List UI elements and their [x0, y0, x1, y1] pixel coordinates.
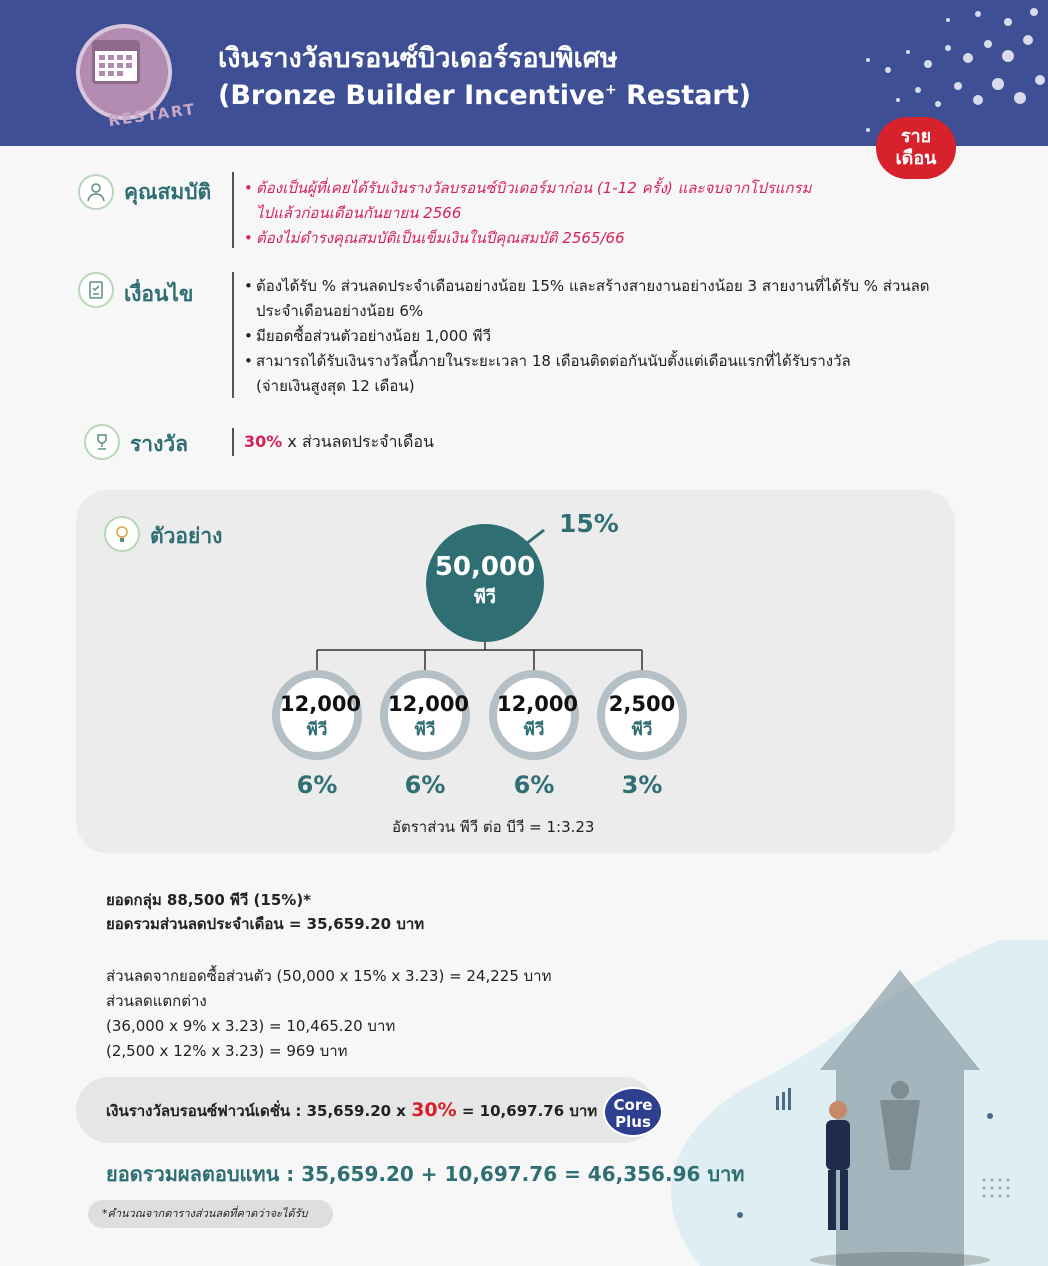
- pv-bv-ratio: อัตราส่วน พีวี ต่อ บีวี = 1:3.23: [392, 818, 595, 836]
- checklist-icon: [78, 272, 114, 308]
- sponsor-percent: 15%: [559, 509, 619, 538]
- coreplus-logo: Core Plus: [603, 1087, 663, 1137]
- difference-line-1: (36,000 x 9% x 3.23) = 10,465.20 บาท: [106, 1017, 396, 1035]
- leg-node: 12,000 พีวี: [380, 670, 470, 760]
- divider: [232, 428, 234, 456]
- leg-percent: 6%: [296, 771, 338, 799]
- list-item-continuation: ประจำเดือนอย่างน้อย 6%: [256, 302, 424, 320]
- page-title: เงินรางวัลบรอนซ์บิวเดอร์รอบพิเศษ: [218, 43, 618, 74]
- page-subtitle: (Bronze Builder Incentive+ Restart): [218, 80, 751, 111]
- reward-formula: 30% x ส่วนลดประจำเดือน: [244, 432, 434, 451]
- leg-node: 12,000 พีวี: [272, 670, 362, 760]
- total-earnings: ยอดรวมผลตอบแทน : 35,659.20 + 10,697.76 = 46,356.96 บาท: [106, 1162, 745, 1186]
- personal-discount: ส่วนลดจากยอดซื้อส่วนตัว (50,000 x 15% x 3.23) = 24,225 บาท: [106, 967, 552, 985]
- calendar-icon: [92, 40, 140, 84]
- divider: [232, 172, 234, 248]
- footnote: *คำนวณจากตารางส่วนลดที่คาดว่าจะได้รับ: [88, 1200, 333, 1228]
- leg-percent: 6%: [404, 771, 446, 799]
- sponsor-node: 50,000 พีวี: [426, 524, 544, 642]
- conditions-label: เงื่อนไข: [124, 282, 194, 306]
- leg-node: 2,500 พีวี: [597, 670, 687, 760]
- difference-line-2: (2,500 x 12% x 3.23) = 969 บาท: [106, 1042, 348, 1060]
- leg-node: 12,000 พีวี: [489, 670, 579, 760]
- trophy-icon: [84, 424, 120, 460]
- restart-logo: [66, 18, 198, 131]
- bonus-formula: เงินรางวัลบรอนซ์ฟาวน์เดชั่น : 35,659.20 x 30% = 10,697.76 บาท: [106, 1099, 598, 1121]
- list-item-continuation: ไปแล้วก่อนเดือนกันยายน 2566: [256, 204, 462, 222]
- lightbulb-icon: [104, 516, 140, 552]
- list-item: • ต้องไม่ดำรงคุณสมบัติเป็นเข็มเงินในปีคุณสมบัติ 2565/66: [244, 226, 811, 251]
- monthly-discount-total: ยอดรวมส่วนลดประจำเดือน = 35,659.20 บาท: [106, 915, 425, 933]
- logo-text: RESTART: [107, 99, 198, 131]
- leg-percent: 6%: [513, 771, 555, 799]
- success-illustration: [640, 940, 1048, 1266]
- conditions-list: [244, 274, 930, 399]
- reward-label: รางวัล: [130, 432, 188, 456]
- leg-percent: 3%: [621, 771, 663, 799]
- qualification-list: [244, 176, 811, 251]
- list-item-continuation: (จ่ายเงินสูงสุด 12 เดือน): [256, 377, 415, 395]
- example-label: ตัวอย่าง: [150, 524, 223, 548]
- list-item: • สามารถได้รับเงินรางวัลนี้ภายในระยะเวลา 18 เดือนติดต่อกันนับตั้งแต่เดือนแรกที่ได้รับรางวัล: [244, 349, 930, 374]
- list-item: • ต้องเป็นผู้ที่เคยได้รับเงินรางวัลบรอนซ์บิวเดอร์มาก่อน (1-12 ครั้ง) และจบจากโปรแกรม: [244, 176, 811, 201]
- list-item: • มียอดซื้อส่วนตัวอย่างน้อย 1,000 พีวี: [244, 324, 930, 349]
- group-total: ยอดกลุ่ม 88,500 พีวี (15%)*: [106, 891, 312, 909]
- monthly-badge: ราย เดือน: [876, 117, 956, 179]
- qualification-label: คุณสมบัติ: [124, 180, 212, 204]
- list-item: • ต้องได้รับ % ส่วนลดประจำเดือนอย่างน้อย 15% และสร้างสายงานอย่างน้อย 3 สายงานที่ได้รับ % ส่วนลด: [244, 274, 930, 299]
- divider: [232, 272, 234, 398]
- difference-label: ส่วนลดแตกต่าง: [106, 992, 207, 1010]
- person-icon: [78, 174, 114, 210]
